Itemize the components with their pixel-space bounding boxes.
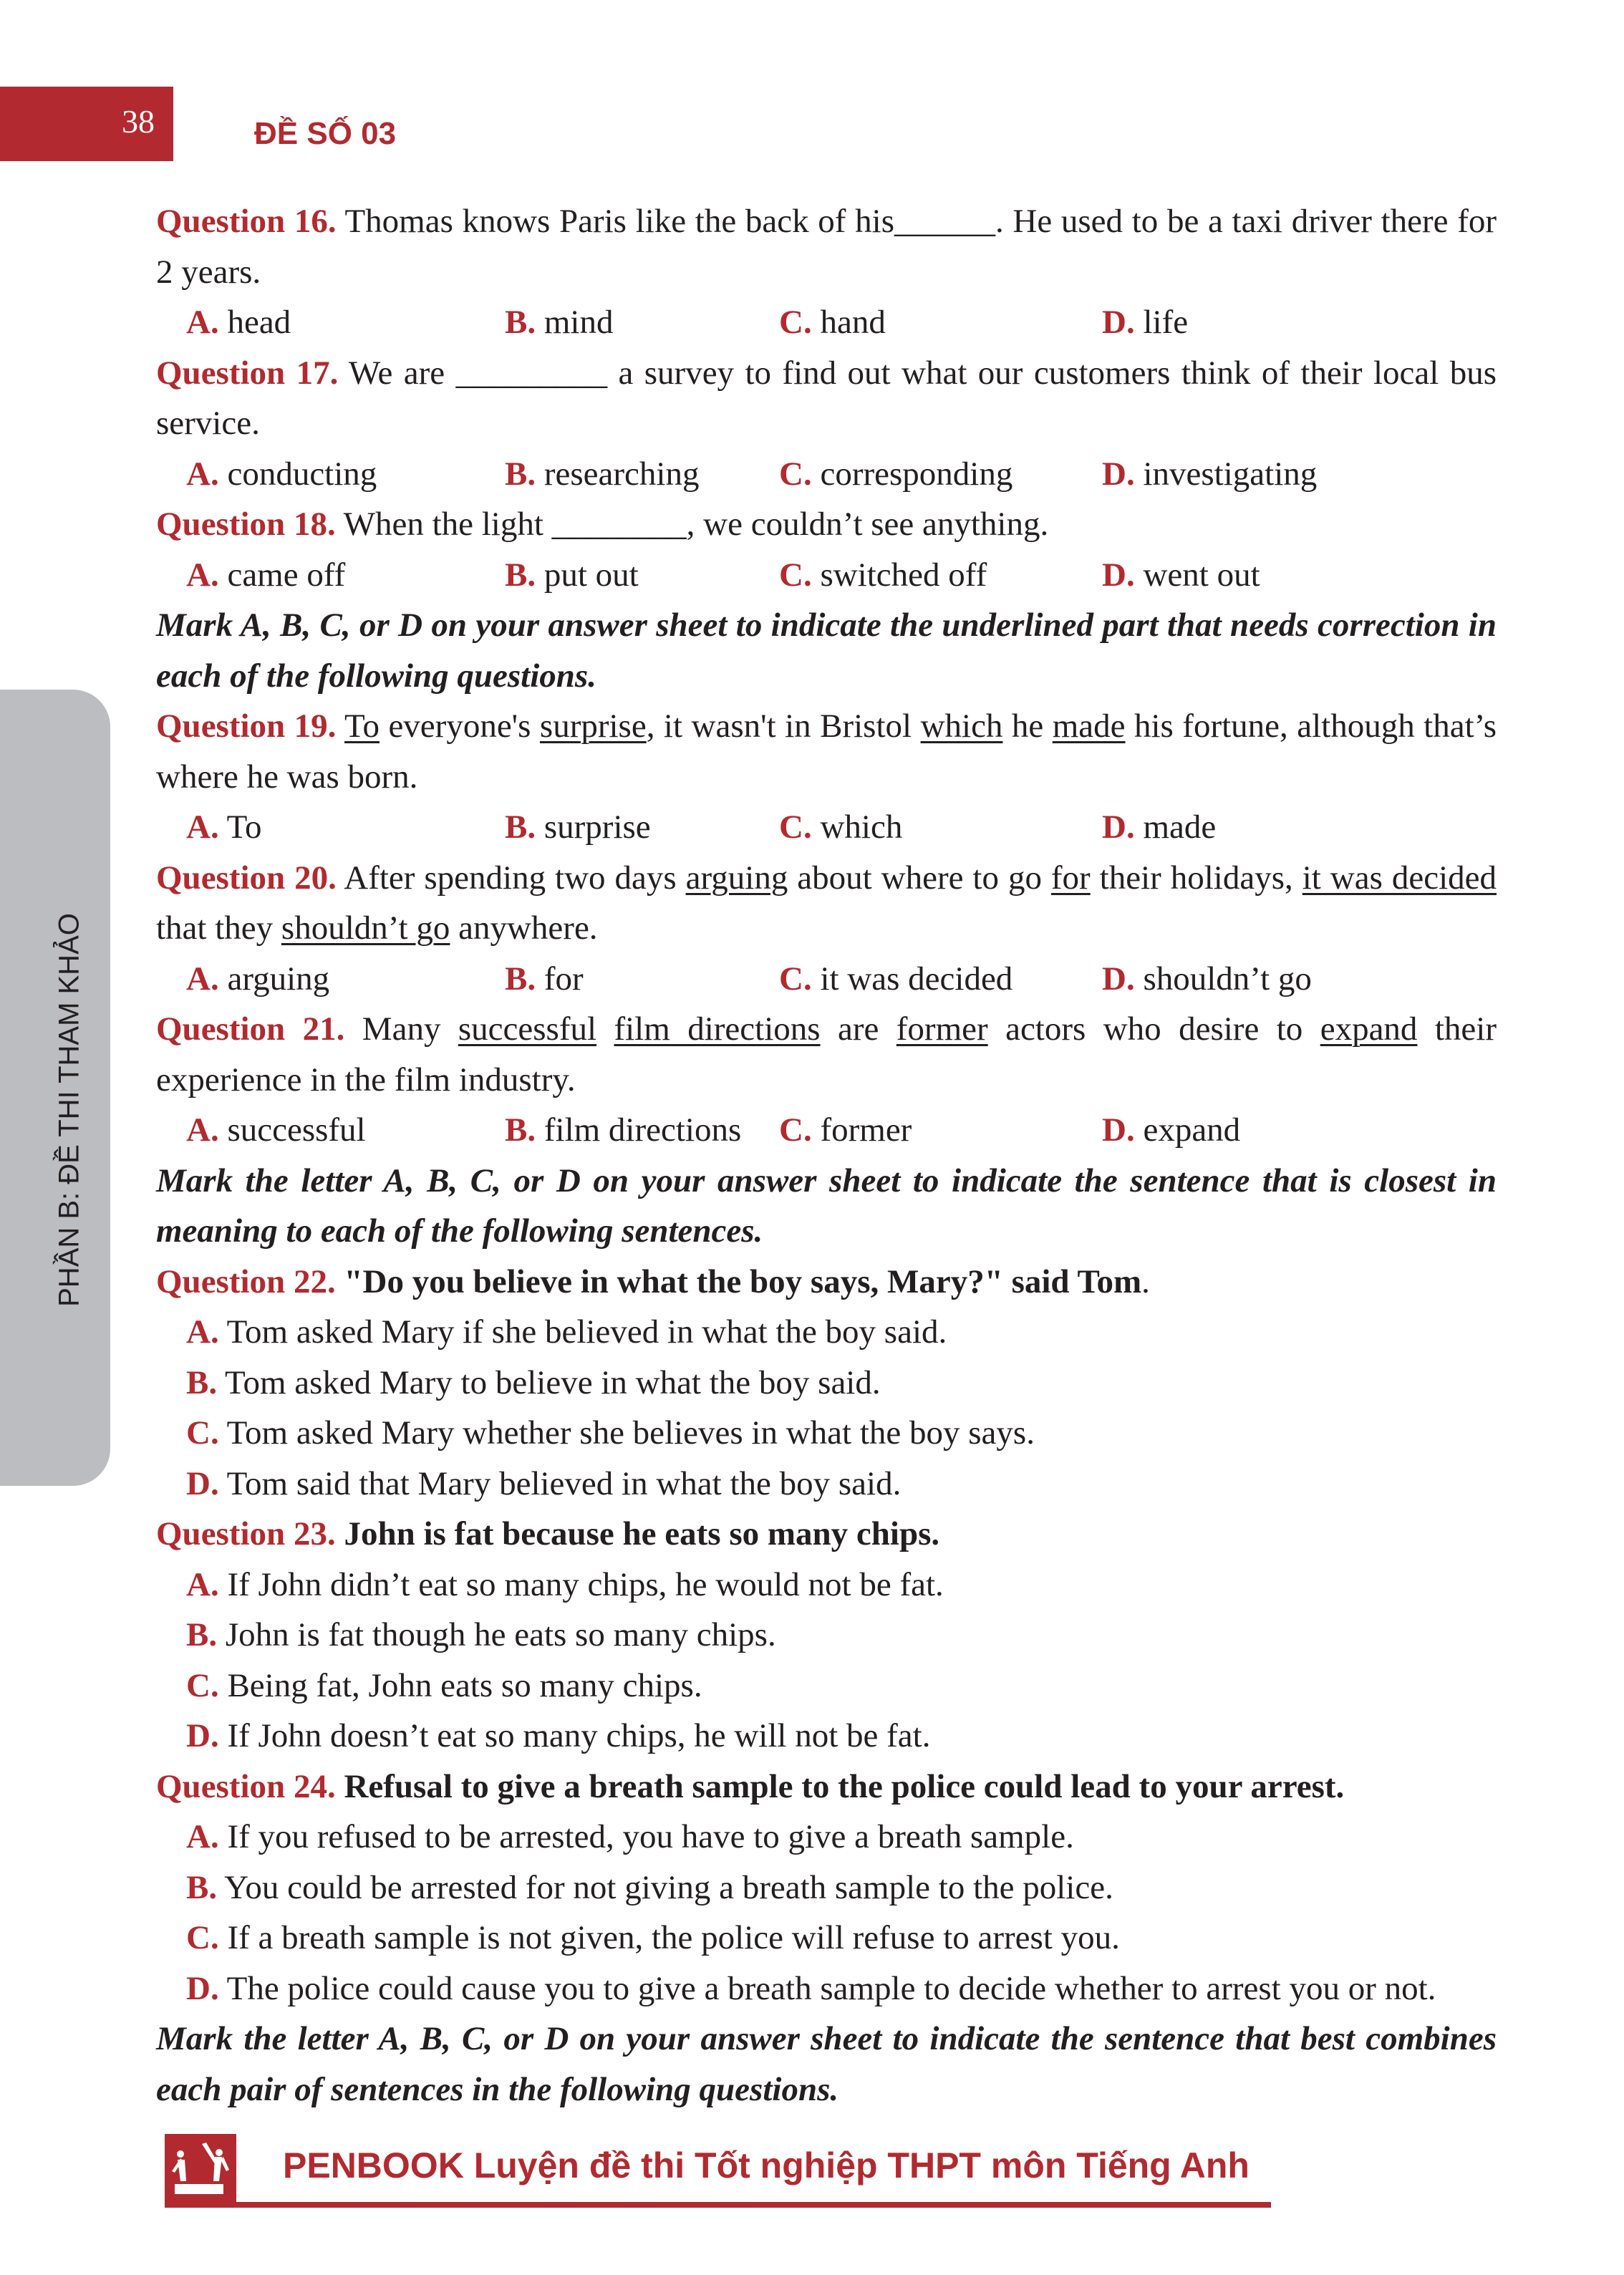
question-text: . xyxy=(1141,1262,1150,1300)
option-letter: A. xyxy=(186,1565,219,1603)
answer-b xyxy=(156,1610,1497,1661)
option-text: film directions xyxy=(536,1111,742,1149)
option-letter: A. xyxy=(186,304,219,341)
question-text: John is fat because he eats so many chips. xyxy=(335,1515,940,1552)
option-text: Tom asked Mary to believe in what the boy said. xyxy=(217,1363,881,1401)
option-d xyxy=(1102,954,1312,1005)
option-text: If you refused to be arrested, you have to give a breath sample. xyxy=(218,1818,1074,1855)
option-text: put out xyxy=(536,556,639,594)
option-letter: B. xyxy=(505,556,536,594)
option-a xyxy=(186,954,329,1005)
option-c xyxy=(779,954,1012,1005)
option-text: it was decided xyxy=(811,960,1013,998)
question-text: their holidays, xyxy=(1090,859,1302,897)
question-text: When the light ________, we couldn’t see anything. xyxy=(335,506,1049,543)
option-letter: C. xyxy=(779,1111,812,1149)
option-text: successful xyxy=(218,1111,366,1149)
answer-d xyxy=(156,1964,1497,2014)
question-label: Question 19. xyxy=(156,707,337,745)
page-number-box xyxy=(0,87,173,161)
option-letter: C. xyxy=(779,455,812,493)
option-text: came off xyxy=(218,556,346,594)
option-text: You could be arrested for not giving a breath sample to the police. xyxy=(217,1868,1113,1906)
option-text: John is fat though he eats so many chips. xyxy=(217,1616,776,1653)
question-label: Question 24. xyxy=(156,1767,336,1805)
option-text: Tom asked Mary whether she believes in what the boy says. xyxy=(218,1414,1035,1452)
underlined-part: To xyxy=(344,707,380,745)
option-c xyxy=(779,449,1012,500)
underlined-part: successful xyxy=(458,1010,597,1048)
option-text: If a breath sample is not given, the police will refuse to arrest you. xyxy=(218,1919,1120,1956)
option-d xyxy=(1102,802,1216,853)
option-text: hand xyxy=(811,304,886,341)
option-letter: B. xyxy=(186,1868,218,1906)
option-text: If John doesn’t eat so many chips, he will not be fat. xyxy=(218,1717,931,1754)
underlined-part: which xyxy=(920,707,1003,745)
question-stem xyxy=(156,499,1497,550)
option-text: arguing xyxy=(218,960,330,998)
question-label: Question 23. xyxy=(156,1515,336,1552)
option-letter: C. xyxy=(186,1919,219,1956)
option-d xyxy=(1102,550,1260,601)
options-row xyxy=(156,297,1497,348)
option-a xyxy=(186,1105,366,1156)
question-text: his fortune, although that’s where he was born. xyxy=(156,707,1497,796)
option-letter: C. xyxy=(779,808,812,846)
option-letter: B. xyxy=(505,960,536,998)
option-text: former xyxy=(811,1111,912,1149)
option-text: If John didn’t eat so many chips, he would not be fat. xyxy=(218,1565,944,1603)
option-text: made xyxy=(1134,808,1217,846)
question-text: After spending two days xyxy=(336,859,686,897)
answer-a xyxy=(156,1560,1497,1610)
option-letter: A. xyxy=(186,556,219,594)
option-d xyxy=(1102,449,1317,500)
option-letter: D. xyxy=(1102,304,1135,341)
answer-a xyxy=(156,1812,1497,1863)
option-b xyxy=(505,550,639,601)
question-text: Refusal to give a breath sample to the police could lead to your arrest. xyxy=(335,1767,1345,1805)
option-letter: A. xyxy=(186,455,219,493)
option-letter: A. xyxy=(186,1111,219,1149)
section-side-label: PHẦN B: ĐỀ THI THAM KHẢO xyxy=(53,913,85,1307)
option-text: mind xyxy=(536,304,614,341)
answer-d xyxy=(156,1711,1497,1762)
section-instruction: Mark the letter A, B, C, or D on your answer sheet to indicate the sentence that best combines each pair of sentences in the following questions. xyxy=(156,2020,1497,2108)
option-letter: B. xyxy=(505,455,536,493)
option-text: researching xyxy=(536,455,700,493)
option-text: which xyxy=(811,808,903,846)
answer-b xyxy=(156,1358,1497,1409)
option-letter: B. xyxy=(186,1363,218,1401)
question-stem xyxy=(156,348,1497,449)
option-a xyxy=(186,802,262,853)
question-stem xyxy=(156,196,1497,297)
option-letter: D. xyxy=(186,1717,219,1754)
option-a xyxy=(186,550,345,601)
question-text: anywhere. xyxy=(450,909,598,947)
underlined-part: made xyxy=(1052,707,1126,745)
option-c xyxy=(779,550,987,601)
option-text: Being fat, John eats so many chips. xyxy=(218,1666,702,1704)
question-label: Question 16. xyxy=(156,203,337,240)
options-row xyxy=(156,550,1497,601)
answer-d xyxy=(156,1459,1497,1510)
question-label: Question 18. xyxy=(156,506,336,543)
underlined-part: former xyxy=(896,1010,988,1048)
options-row xyxy=(156,449,1497,500)
question-stem xyxy=(156,701,1497,802)
option-text: went out xyxy=(1134,556,1260,594)
option-text: To xyxy=(218,808,262,846)
underlined-part: it was decided xyxy=(1302,859,1497,897)
question-stem xyxy=(156,1004,1497,1105)
options-row xyxy=(156,802,1497,853)
question-text: their experience in the film industry. xyxy=(156,1010,1497,1098)
question-text xyxy=(336,707,344,745)
option-b xyxy=(505,1105,741,1156)
answer-c xyxy=(156,1661,1497,1711)
underlined-part: shouldn’t go xyxy=(281,909,450,947)
page-number: 38 xyxy=(122,103,155,140)
option-letter: A. xyxy=(186,808,219,846)
option-text: switched off xyxy=(811,556,987,594)
options-row xyxy=(156,954,1497,1005)
option-text: corresponding xyxy=(811,455,1013,493)
answer-c xyxy=(156,1408,1497,1459)
option-letter: D. xyxy=(1102,960,1135,998)
question-stem xyxy=(156,1257,1497,1308)
options-row xyxy=(156,1105,1497,1156)
option-text: for xyxy=(536,960,584,998)
answer-c xyxy=(156,1913,1497,1964)
question-text: "Do you believe in what the boy says, Mary?" said Tom xyxy=(335,1262,1142,1300)
exam-title: ĐỀ SỐ 03 xyxy=(254,116,397,151)
question-text: everyone's xyxy=(379,707,540,745)
option-letter: B. xyxy=(505,304,536,341)
option-letter: D. xyxy=(1102,1111,1135,1149)
underlined-part: film directions xyxy=(614,1010,821,1048)
option-a xyxy=(186,449,377,500)
option-text: life xyxy=(1134,304,1189,341)
option-c xyxy=(779,802,902,853)
question-text: actors who desire to xyxy=(987,1010,1320,1048)
question-stem xyxy=(156,1509,1497,1560)
question-label: Question 22. xyxy=(156,1262,336,1300)
option-c xyxy=(779,297,886,348)
option-text: head xyxy=(218,304,291,341)
question-text: he xyxy=(1002,707,1053,745)
option-text: surprise xyxy=(536,808,651,846)
option-b xyxy=(505,297,613,348)
option-text: expand xyxy=(1134,1111,1241,1149)
option-b xyxy=(505,954,584,1005)
option-letter: D. xyxy=(186,1464,219,1502)
option-d xyxy=(1102,297,1188,348)
question-text: are xyxy=(820,1010,896,1048)
option-text: shouldn’t go xyxy=(1134,960,1312,998)
question-text: about where to go xyxy=(788,859,1051,897)
penbook-logo-icon xyxy=(165,2134,236,2208)
option-letter: B. xyxy=(505,808,536,846)
option-letter: C. xyxy=(186,1414,219,1452)
option-text: investigating xyxy=(1134,455,1318,493)
option-letter: B. xyxy=(186,1616,218,1653)
option-letter: A. xyxy=(186,1313,219,1351)
question-content xyxy=(156,196,1497,2115)
option-text: conducting xyxy=(218,455,377,493)
footer-rule xyxy=(165,2202,1271,2208)
option-letter: C. xyxy=(779,960,812,998)
option-letter: A. xyxy=(186,1818,219,1855)
question-label: Question 21. xyxy=(156,1010,345,1048)
underlined-part: arguing xyxy=(685,859,788,897)
option-b xyxy=(505,802,651,853)
option-letter: A. xyxy=(186,960,219,998)
question-text: that they xyxy=(156,909,281,947)
option-c xyxy=(779,1105,912,1156)
question-text: Many xyxy=(344,1010,458,1048)
option-letter: D. xyxy=(186,1969,219,2007)
underlined-part: for xyxy=(1050,859,1091,897)
option-letter: D. xyxy=(1102,556,1135,594)
footer-book-title: PENBOOK Luyện đề thi Tốt nghiệp THPT môn Tiếng Anh xyxy=(283,2145,1250,2185)
option-text: The police could cause you to give a breath sample to decide whether to arrest you or not. xyxy=(218,1969,1436,2007)
section-instruction: Mark the letter A, B, C, or D on your answer sheet to indicate the sentence that is closest in meaning to each of the following sentences. xyxy=(156,1161,1497,1250)
question-stem xyxy=(156,1762,1497,1812)
question-stem xyxy=(156,853,1497,954)
option-letter: C. xyxy=(186,1666,219,1704)
question-label: Question 17. xyxy=(156,354,339,392)
option-d xyxy=(1102,1105,1240,1156)
option-letter: D. xyxy=(1102,808,1135,846)
underlined-part: surprise xyxy=(539,707,647,745)
question-text: We are _________ a survey to find out what our customers think of their local bus service. xyxy=(156,354,1497,442)
question-text xyxy=(596,1010,614,1048)
option-a xyxy=(186,297,291,348)
question-text: Thomas knows Paris like the back of his______. He used to be a taxi driver there for 2 years. xyxy=(156,203,1497,291)
option-letter: D. xyxy=(1102,455,1135,493)
option-letter: C. xyxy=(779,556,812,594)
question-label: Question 20. xyxy=(156,859,337,897)
section-instruction: Mark A, B, C, or D on your answer sheet to indicate the underlined part that needs correction in each of the following questions. xyxy=(156,607,1497,695)
answer-b xyxy=(156,1863,1497,1913)
underlined-part: expand xyxy=(1320,1010,1418,1048)
answer-a xyxy=(156,1307,1497,1358)
option-b xyxy=(505,449,699,500)
option-text: Tom said that Mary believed in what the boy said. xyxy=(218,1464,902,1502)
question-text: , it wasn't in Bristol xyxy=(646,707,921,745)
option-text: Tom asked Mary if she believed in what the boy said. xyxy=(218,1313,947,1351)
option-letter: C. xyxy=(779,304,812,341)
option-letter: B. xyxy=(505,1111,536,1149)
